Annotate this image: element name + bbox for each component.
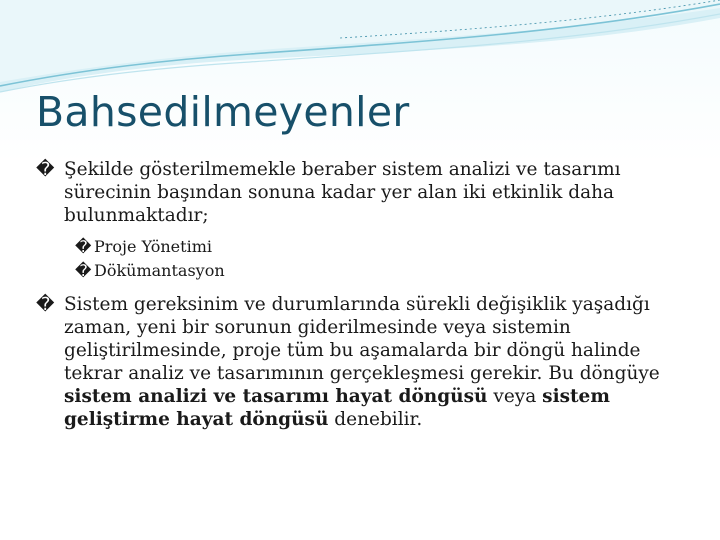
bullet-item (36, 158, 686, 227)
sub-bullet-list (36, 235, 686, 283)
bullet-text-part: Sistem gereksinim ve durumlarında sürekli değişiklik yaşadığı zaman, yeni bir sorunun giderilmesinde veya sistemin geliştirilmesinde, proje tüm bu aşamalarda bir döngü halinde tekrar analiz ve tasarımının gerçekleşmesi gerekir. Bu döngüye (64, 294, 660, 384)
slide-content (36, 158, 686, 431)
bullet-glyph-icon: � (75, 237, 92, 256)
bullet-emphasis: sistem geliştirme hayat döngüsü (64, 386, 610, 430)
slide-title: Bahsedilmeyenler (36, 88, 410, 136)
bullet-item (36, 293, 686, 431)
bullet-glyph-icon: � (36, 294, 55, 315)
header-wave-decoration (0, 0, 720, 100)
bullet-text: Şekilde gösterilmemekle beraber sistem analizi ve tasarımı sürecinin başından sonuna kadar yer alan iki etkinlik daha bulunmaktadır; (64, 159, 621, 226)
sub-bullet-item (36, 259, 686, 283)
sub-bullet-item (36, 235, 686, 259)
bullet-emphasis: sistem analizi ve tasarımı hayat döngüsü (64, 386, 488, 407)
bullet-text-part: veya (487, 386, 543, 407)
bullet-glyph-icon: � (75, 261, 92, 280)
bullet-glyph-icon: � (36, 159, 55, 180)
sub-bullet-text: Proje Yönetimi (94, 237, 212, 256)
sub-bullet-text: Dökümantasyon (94, 261, 225, 280)
bullet-text-part: denebilir. (328, 409, 423, 430)
